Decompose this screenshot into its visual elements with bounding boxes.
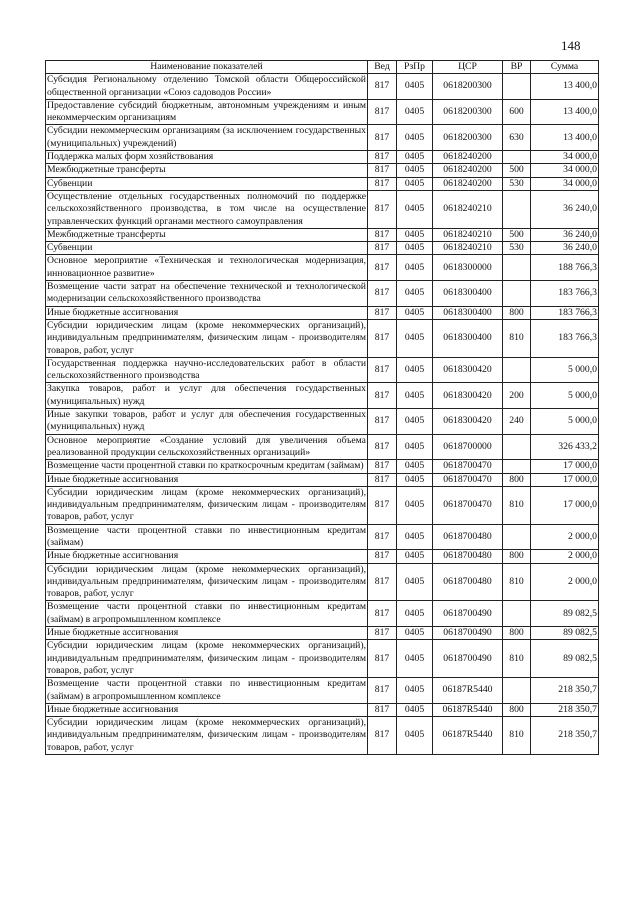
table-row <box>46 486 599 524</box>
table-row <box>46 640 599 678</box>
cell-name: Возмещение части процентной ставки по инвестиционным кредитам (займам) в агропромышленном комплексе <box>47 601 366 625</box>
cell-rzpr: 0405 <box>397 678 433 704</box>
table-row <box>46 524 599 550</box>
cell-rzpr: 0405 <box>397 627 433 640</box>
table-row <box>46 550 599 563</box>
cell-ved: 817 <box>368 383 397 409</box>
table-row <box>46 255 599 281</box>
cell-sum: 17 000,0 <box>531 460 599 473</box>
cell-name: Субсидии юридическим лицам (кроме некоммерческих организаций), индивидуальным предпринимателям, физическим лицам - производителям товаров, работ, услуг <box>47 486 366 523</box>
cell-sum: 2 000,0 <box>531 563 599 601</box>
cell-name: Закупка товаров, работ и услуг для обеспечения государственных (муниципальных) нужд <box>47 383 366 407</box>
cell-name: Возмещение части процентной ставки по инвестиционным кредитам (займам) <box>47 524 366 548</box>
cell-csr: 0618700490 <box>433 601 503 627</box>
table-row <box>46 357 599 383</box>
cell-ved: 817 <box>368 717 397 755</box>
cell-sum: 326 433,2 <box>531 434 599 460</box>
budget-table <box>45 60 599 755</box>
cell-vr: 500 <box>503 164 531 177</box>
cell-rzpr: 0405 <box>397 164 433 177</box>
cell-csr: 0618200300 <box>433 74 503 100</box>
page-number: 148 <box>561 38 581 53</box>
cell-ved: 817 <box>368 460 397 473</box>
cell-rzpr: 0405 <box>397 99 433 125</box>
table-body <box>46 74 599 755</box>
cell-vr: 800 <box>503 703 531 716</box>
cell-name: Иные бюджетные ассигнования <box>46 473 368 486</box>
cell-rzpr: 0405 <box>397 409 433 435</box>
cell-ved: 817 <box>368 151 397 164</box>
cell-csr: 0618240200 <box>433 164 503 177</box>
cell-vr: 810 <box>503 486 531 524</box>
cell-sum: 5 000,0 <box>531 409 599 435</box>
header-ved: Вед <box>368 61 397 74</box>
cell-vr: 810 <box>503 319 531 357</box>
cell-name: Основное мероприятие «Создание условий для увеличения объема реализованной продукции сельскохозяйственных организаций» <box>47 434 366 458</box>
cell-ved: 817 <box>368 190 397 228</box>
cell-sum: 17 000,0 <box>531 486 599 524</box>
cell-ved: 817 <box>368 319 397 357</box>
table-row <box>46 563 599 601</box>
cell-vr: 530 <box>503 242 531 255</box>
cell-rzpr: 0405 <box>397 242 433 255</box>
cell-rzpr: 0405 <box>397 357 433 383</box>
table-row <box>46 703 599 716</box>
cell-vr <box>503 601 531 627</box>
table-row <box>46 319 599 357</box>
cell-sum: 2 000,0 <box>531 524 599 550</box>
cell-csr: 0618300420 <box>433 357 503 383</box>
cell-name: Возмещение части процентной ставки по краткосрочным кредитам (займам) <box>46 460 368 473</box>
cell-ved: 817 <box>368 563 397 601</box>
cell-rzpr: 0405 <box>397 281 433 307</box>
cell-vr: 810 <box>503 640 531 678</box>
cell-rzpr: 0405 <box>397 717 433 755</box>
cell-vr <box>503 524 531 550</box>
cell-vr: 800 <box>503 473 531 486</box>
cell-rzpr: 0405 <box>397 640 433 678</box>
cell-sum: 183 766,3 <box>531 281 599 307</box>
cell-vr: 500 <box>503 228 531 241</box>
cell-vr: 240 <box>503 409 531 435</box>
cell-name: Иные бюджетные ассигнования <box>46 306 368 319</box>
cell-vr: 800 <box>503 627 531 640</box>
cell-rzpr: 0405 <box>397 190 433 228</box>
cell-rzpr: 0405 <box>397 473 433 486</box>
cell-rzpr: 0405 <box>397 601 433 627</box>
cell-vr: 530 <box>503 177 531 190</box>
table-row <box>46 460 599 473</box>
cell-csr: 0618300000 <box>433 255 503 281</box>
cell-sum: 5 000,0 <box>531 383 599 409</box>
cell-sum: 17 000,0 <box>531 473 599 486</box>
cell-rzpr: 0405 <box>397 563 433 601</box>
cell-rzpr: 0405 <box>397 74 433 100</box>
cell-sum: 2 000,0 <box>531 550 599 563</box>
cell-csr: 0618700480 <box>433 524 503 550</box>
cell-rzpr: 0405 <box>397 306 433 319</box>
cell-name: Предоставление субсидий бюджетным, автономным учреждениям и иным некоммерческим организациям <box>47 99 366 124</box>
cell-name: Государственная поддержка научно-исследовательских работ в области сельскохозяйственного производства <box>47 357 366 382</box>
cell-sum: 34 000,0 <box>531 177 599 190</box>
cell-name: Возмещение части процентной ставки по инвестиционным кредитам (займам) в агропромышленном комплексе <box>47 678 366 702</box>
cell-csr: 0618700490 <box>433 640 503 678</box>
cell-name: Межбюджетные трансферты <box>46 228 368 241</box>
table-row <box>46 99 599 125</box>
cell-csr: 0618200300 <box>433 99 503 125</box>
cell-name: Основное мероприятие «Техническая и технологическая модернизация, инновационное развитие» <box>47 255 366 279</box>
cell-name: Субсидии некоммерческим организациям (за исключением государственных (муниципальных) учреждений) <box>47 125 366 149</box>
cell-sum: 13 400,0 <box>531 99 599 125</box>
cell-sum: 89 082,5 <box>531 640 599 678</box>
cell-name: Иные бюджетные ассигнования <box>46 550 368 563</box>
cell-ved: 817 <box>368 409 397 435</box>
table-row <box>46 190 599 228</box>
cell-vr <box>503 190 531 228</box>
cell-name: Субвенции <box>46 242 368 255</box>
cell-csr: 0618700470 <box>433 486 503 524</box>
cell-name: Субсидии юридическим лицам (кроме некоммерческих организаций), индивидуальным предпринимателям, физическим лицам - производителям товаров, работ, услуг <box>47 319 366 356</box>
cell-sum: 34 000,0 <box>531 164 599 177</box>
cell-csr: 0618240210 <box>433 228 503 241</box>
cell-rzpr: 0405 <box>397 319 433 357</box>
cell-rzpr: 0405 <box>397 125 433 151</box>
cell-ved: 817 <box>368 255 397 281</box>
cell-rzpr: 0405 <box>397 550 433 563</box>
cell-csr: 0618200300 <box>433 125 503 151</box>
cell-sum: 5 000,0 <box>531 357 599 383</box>
header-vr: ВР <box>503 61 531 74</box>
table-row <box>46 627 599 640</box>
cell-vr: 200 <box>503 383 531 409</box>
cell-sum: 89 082,5 <box>531 601 599 627</box>
cell-rzpr: 0405 <box>397 151 433 164</box>
cell-sum: 36 240,0 <box>531 190 599 228</box>
cell-rzpr: 0405 <box>397 460 433 473</box>
cell-rzpr: 0405 <box>397 255 433 281</box>
cell-name: Субсидии юридическим лицам (кроме некоммерческих организаций), индивидуальным предпринимателям, физическим лицам - производителям товаров, работ, услуг <box>47 640 366 676</box>
table-row <box>46 164 599 177</box>
cell-name: Иные бюджетные ассигнования <box>46 703 368 716</box>
table-row <box>46 409 599 435</box>
cell-rzpr: 0405 <box>397 486 433 524</box>
cell-ved: 817 <box>368 473 397 486</box>
cell-sum: 183 766,3 <box>531 306 599 319</box>
table-row <box>46 242 599 255</box>
cell-name: Субсидия Региональному отделению Томской области Общероссийской общественной организации «Союз садоводов России» <box>47 74 366 98</box>
cell-ved: 817 <box>368 486 397 524</box>
cell-ved: 817 <box>368 228 397 241</box>
cell-sum: 36 240,0 <box>531 242 599 255</box>
cell-ved: 817 <box>368 640 397 678</box>
cell-sum: 218 350,7 <box>531 703 599 716</box>
cell-ved: 817 <box>368 627 397 640</box>
cell-ved: 817 <box>368 678 397 704</box>
cell-name: Иные закупки товаров, работ и услуг для обеспечения государственных (муниципальных) нужд <box>47 409 366 433</box>
cell-ved: 817 <box>368 74 397 100</box>
cell-ved: 817 <box>368 524 397 550</box>
cell-name: Иные бюджетные ассигнования <box>46 627 368 640</box>
header-rzpr: РзПр <box>397 61 433 74</box>
cell-vr: 810 <box>503 563 531 601</box>
table-row <box>46 306 599 319</box>
cell-ved: 817 <box>368 357 397 383</box>
header-csr: ЦСР <box>433 61 503 74</box>
cell-csr: 0618240210 <box>433 190 503 228</box>
cell-ved: 817 <box>368 242 397 255</box>
cell-vr <box>503 434 531 460</box>
cell-vr <box>503 151 531 164</box>
cell-sum: 218 350,7 <box>531 717 599 755</box>
cell-sum: 183 766,3 <box>531 319 599 357</box>
table-row <box>46 383 599 409</box>
cell-rzpr: 0405 <box>397 383 433 409</box>
cell-vr: 800 <box>503 306 531 319</box>
cell-sum: 13 400,0 <box>531 125 599 151</box>
cell-ved: 817 <box>368 601 397 627</box>
cell-csr: 0618300420 <box>433 383 503 409</box>
cell-sum: 89 082,5 <box>531 627 599 640</box>
cell-name: Межбюджетные трансферты <box>46 164 368 177</box>
table-row <box>46 678 599 704</box>
header-sum: Сумма <box>531 61 599 74</box>
cell-vr <box>503 460 531 473</box>
cell-sum: 218 350,7 <box>531 678 599 704</box>
cell-name: Субсидии юридическим лицам (кроме некоммерческих организаций), индивидуальным предпринимателям, физическим лицам - производителям товаров, работ, услуг <box>47 717 366 753</box>
header-name: Наименование показателей <box>46 61 368 74</box>
table-row <box>46 177 599 190</box>
cell-rzpr: 0405 <box>397 434 433 460</box>
cell-sum: 34 000,0 <box>531 151 599 164</box>
cell-csr: 0618300400 <box>433 319 503 357</box>
cell-ved: 817 <box>368 550 397 563</box>
cell-csr: 0618700470 <box>433 473 503 486</box>
cell-csr: 06187R5440 <box>433 678 503 704</box>
cell-vr: 630 <box>503 125 531 151</box>
cell-name: Субсидии юридическим лицам (кроме некоммерческих организаций), индивидуальным предпринимателям, физическим лицам - производителям товаров, работ, услуг <box>47 563 366 600</box>
table-row <box>46 151 599 164</box>
cell-ved: 817 <box>368 177 397 190</box>
cell-csr: 0618700000 <box>433 434 503 460</box>
cell-csr: 0618300400 <box>433 281 503 307</box>
cell-sum: 188 766,3 <box>531 255 599 281</box>
cell-sum: 36 240,0 <box>531 228 599 241</box>
cell-rzpr: 0405 <box>397 524 433 550</box>
cell-vr <box>503 74 531 100</box>
cell-vr: 810 <box>503 717 531 755</box>
cell-vr: 600 <box>503 99 531 125</box>
cell-ved: 817 <box>368 306 397 319</box>
cell-sum: 13 400,0 <box>531 74 599 100</box>
cell-csr: 0618240210 <box>433 242 503 255</box>
table-row <box>46 717 599 755</box>
cell-csr: 0618240200 <box>433 177 503 190</box>
cell-ved: 817 <box>368 434 397 460</box>
table-header-row <box>46 61 599 74</box>
cell-csr: 0618240200 <box>433 151 503 164</box>
table-row <box>46 434 599 460</box>
table-row <box>46 74 599 100</box>
cell-vr <box>503 357 531 383</box>
cell-rzpr: 0405 <box>397 177 433 190</box>
cell-csr: 0618700480 <box>433 550 503 563</box>
cell-csr: 0618700490 <box>433 627 503 640</box>
cell-ved: 817 <box>368 125 397 151</box>
table-row <box>46 601 599 627</box>
cell-rzpr: 0405 <box>397 703 433 716</box>
cell-name: Субвенции <box>46 177 368 190</box>
cell-ved: 817 <box>368 703 397 716</box>
cell-csr: 06187R5440 <box>433 717 503 755</box>
table-row <box>46 473 599 486</box>
cell-csr: 0618700470 <box>433 460 503 473</box>
cell-ved: 817 <box>368 164 397 177</box>
cell-csr: 0618700480 <box>433 563 503 601</box>
cell-rzpr: 0405 <box>397 228 433 241</box>
cell-vr <box>503 255 531 281</box>
cell-ved: 817 <box>368 281 397 307</box>
cell-vr <box>503 678 531 704</box>
table-row <box>46 228 599 241</box>
cell-csr: 0618300400 <box>433 306 503 319</box>
cell-ved: 817 <box>368 99 397 125</box>
cell-name: Возмещение части затрат на обеспечение технической и технологической модернизации сельскохозяйственного производства <box>47 281 366 305</box>
table-row <box>46 125 599 151</box>
cell-name: Поддержка малых форм хозяйствования <box>46 151 368 164</box>
cell-vr <box>503 281 531 307</box>
table-row <box>46 281 599 307</box>
cell-csr: 0618300420 <box>433 409 503 435</box>
cell-vr: 800 <box>503 550 531 563</box>
cell-csr: 06187R5440 <box>433 703 503 716</box>
cell-name: Осуществление отдельных государственных полномочий по поддержке сельскохозяйственного производства, в том числе на осуществление управленческих функций органами местного самоуправления <box>47 190 366 227</box>
